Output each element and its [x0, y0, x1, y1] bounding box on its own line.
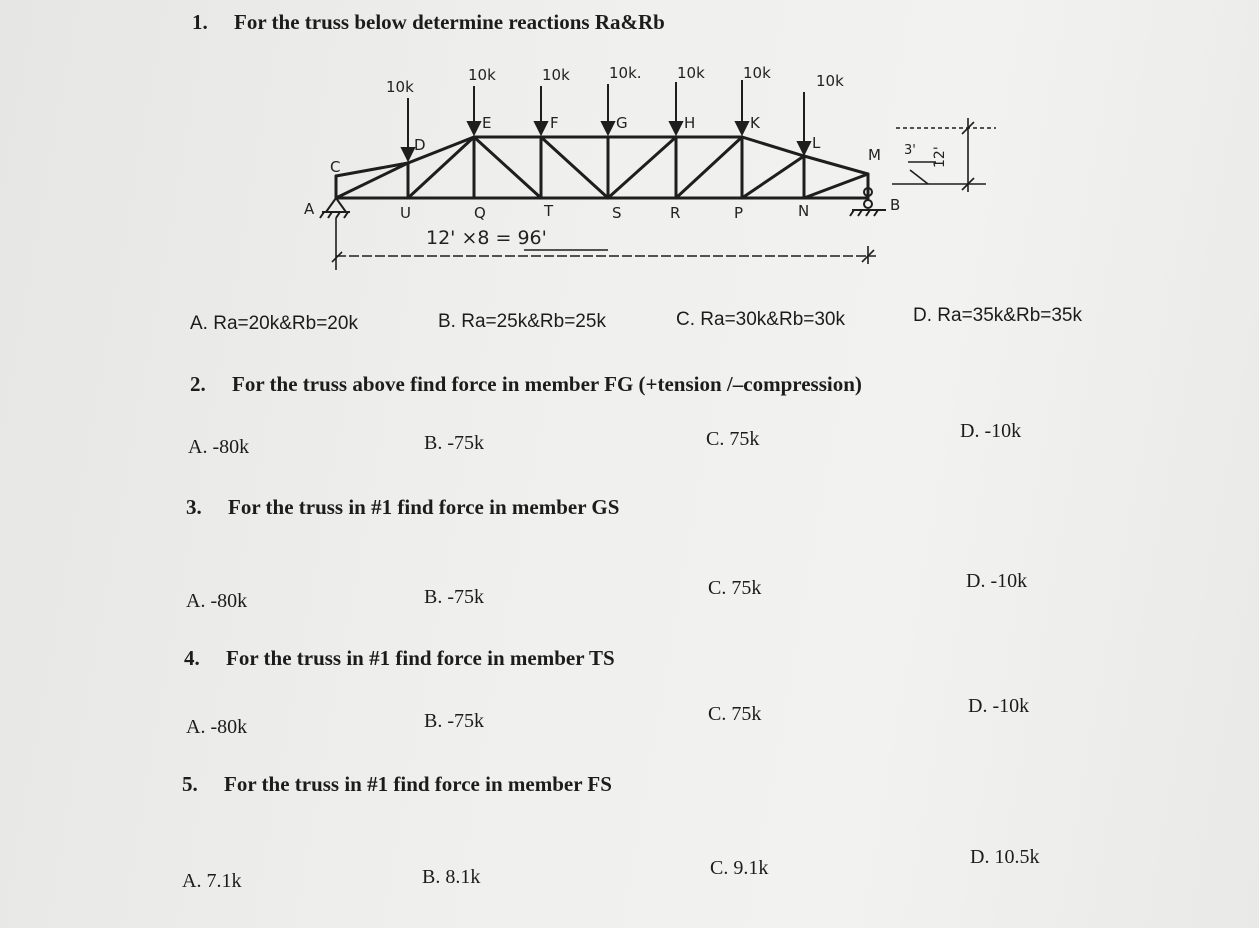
option-c[interactable]: C. 75k	[708, 577, 762, 599]
pin-support	[320, 198, 350, 218]
question-4-prompt	[184, 646, 615, 671]
option-b[interactable]: B. 8.1k	[422, 866, 481, 888]
load-label: 10k	[816, 72, 844, 90]
node-label: L	[812, 134, 821, 152]
question-number: 5.	[182, 772, 198, 796]
load-label: 10k	[743, 64, 771, 82]
node-label: R	[670, 204, 681, 222]
load-label: 10k	[677, 64, 705, 82]
node-label: M	[868, 146, 881, 164]
option-d[interactable]: D. -10k	[966, 570, 1028, 592]
node-label: B	[890, 196, 901, 214]
question-number: 1.	[192, 10, 208, 34]
end-note: 3'	[904, 143, 916, 158]
option-a[interactable]: A. Ra=20k&Rb=20k	[190, 313, 358, 334]
question-2-prompt	[190, 372, 862, 397]
question-text: For the truss above find force in member FG (+tension /–compression)	[232, 372, 862, 396]
depth-label: 12'	[932, 146, 948, 168]
load-label: 10k	[386, 78, 414, 96]
option-d[interactable]: D. -10k	[968, 695, 1030, 717]
option-a[interactable]: A. -80k	[186, 590, 248, 612]
option-c[interactable]: C. Ra=30k&Rb=30k	[676, 309, 845, 330]
question-text: For the truss in #1 find force in member FS	[224, 772, 612, 796]
node-label: T	[544, 202, 554, 220]
span-dimension	[332, 218, 876, 270]
question-number: 2.	[190, 372, 206, 396]
option-d[interactable]: D. -10k	[960, 420, 1022, 442]
span-label: 12' ×8 = 96'	[426, 227, 547, 249]
load-label: 10k.	[609, 64, 642, 82]
node-label: E	[482, 114, 492, 132]
option-b[interactable]: B. -75k	[424, 586, 484, 608]
question-3-prompt	[186, 495, 619, 520]
option-c[interactable]: C. 9.1k	[710, 857, 769, 879]
question-text: For the truss in #1 find force in member TS	[226, 646, 615, 670]
node-label: F	[550, 114, 559, 132]
node-label: D	[414, 136, 426, 154]
question-number: 4.	[184, 646, 200, 670]
option-a[interactable]: A. -80k	[188, 436, 250, 458]
node-label: G	[616, 114, 628, 132]
question-text: For the truss below determine reactions Ra&Rb	[234, 10, 665, 34]
question-5-prompt	[182, 772, 612, 797]
option-a[interactable]: A. 7.1k	[182, 870, 242, 892]
option-c[interactable]: C. 75k	[708, 703, 762, 725]
node-label: H	[684, 114, 696, 132]
option-d[interactable]: D. 10.5k	[970, 846, 1040, 868]
question-1-prompt	[192, 10, 665, 35]
option-c[interactable]: C. 75k	[706, 428, 760, 450]
node-label: N	[798, 202, 810, 220]
option-b[interactable]: B. Ra=25k&Rb=25k	[438, 311, 606, 332]
node-label: U	[400, 204, 411, 222]
node-label: Q	[474, 204, 486, 222]
option-a[interactable]: A. -80k	[186, 716, 248, 738]
node-label: S	[612, 204, 622, 222]
node-label: A	[304, 200, 315, 218]
load-label: 10k	[542, 66, 570, 84]
question-number: 3.	[186, 495, 202, 519]
question-text: For the truss in #1 find force in member GS	[228, 495, 620, 519]
node-label: P	[734, 204, 744, 222]
load-label: 10k	[468, 66, 496, 84]
option-b[interactable]: B. -75k	[424, 710, 484, 732]
option-d[interactable]: D. Ra=35k&Rb=35k	[913, 305, 1082, 326]
truss-diagram	[296, 58, 1006, 280]
node-label: K	[750, 114, 760, 132]
node-label: C	[330, 158, 341, 176]
option-b[interactable]: B. -75k	[424, 432, 484, 454]
